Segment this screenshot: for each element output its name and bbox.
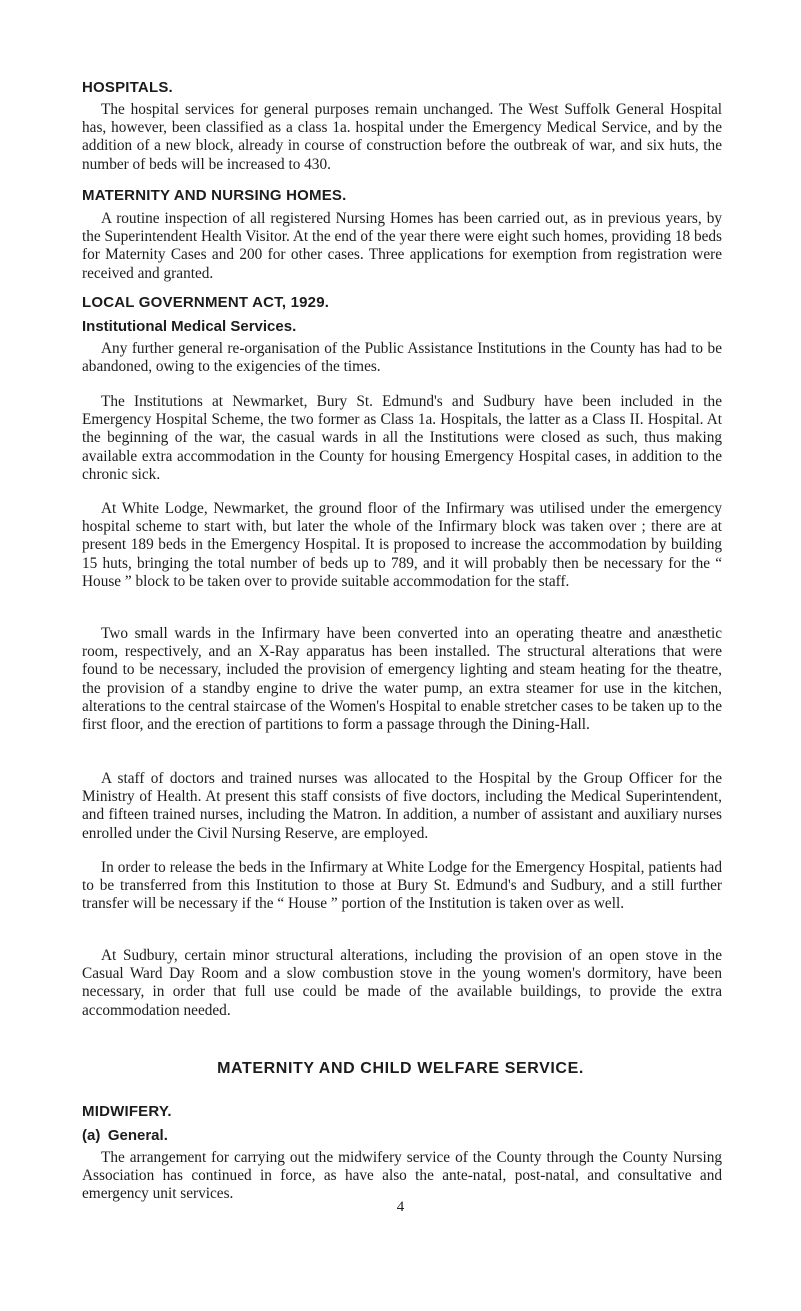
release-beds-paragraph: In order to release the beds in the Infirmary at White Lodge for the Emergency Hospital, patients had to be transferred from this Institution to those at Bury St. Edmund's and Sudbury, and a still further transfer will be necessary if the “ House ” portion of the Institution is taken over as well. [82, 859, 722, 913]
reorganisation-paragraph: Any further general re-organisation of the Public Assistance Institutions in the County has had to be abandoned, owing to the exigencies of the times. [82, 340, 722, 376]
maternity-nursing-homes-heading: MATERNITY AND NURSING HOMES. [82, 187, 347, 204]
institutional-medical-services-subheading: Institutional Medical Services. [82, 318, 297, 335]
midwifery-heading: MIDWIFERY. [82, 1103, 172, 1120]
hospitals-heading: HOSPITALS. [82, 79, 173, 96]
staff-paragraph: A staff of doctors and trained nurses was allocated to the Hospital by the Group Officer for the Ministry of Health. At present this staff consists of five doctors, including the Medical Superintendent, and fifteen trained nurses, including the Matron. In addition, a number of assistant and auxiliary nurses enrolled under the Civil Nursing Reserve, are employed. [82, 770, 722, 842]
page-number: 4 [396, 1199, 405, 1215]
institutions-paragraph: The Institutions at Newmarket, Bury St. Edmund's and Sudbury have been included in the Emergency Hospital Scheme, the two former as Class 1a. Hospitals, the latter as a Class II. Hospital. At the beginning of the war, the casual wards in all the Institutions were closed as such, thus making available extra accommodation in the County for housing Emergency Hospital cases, in addition to the chronic sick. [82, 393, 722, 483]
operating-theatre-paragraph: Two small wards in the Infirmary have been converted into an operating theatre and anæsthetic room, respectively, and an X-Ray apparatus has been installed. The structural alterations that were found to be necessary, included the provision of emergency lighting and steam heating for the theatre, the provision of a standby engine to drive the water pump, an extra steamer for use in the kitchen, alterations to the central staircase of the Women's Hospital to enable stretcher cases to be taken up to the first floor, and the erection of partitions to form a passage through the Dining-Hall. [82, 625, 722, 734]
sudbury-paragraph: At Sudbury, certain minor structural alterations, including the provision of an open stove in the Casual Ward Day Room and a slow combustion stove in the young women's dormitory, have been necessary, in order that full use could be made of the available buildings, to provide the extra accommodation needed. [82, 947, 722, 1019]
maternity-child-welfare-heading: MATERNITY AND CHILD WELFARE SERVICE. [217, 1060, 584, 1077]
hospitals-paragraph: The hospital services for general purposes remain unchanged. The West Suffolk General Hospital has, however, been classified as a class 1a. hospital under the Emergency Medical Service, and by the addition of a new block, already in course of construction before the outbreak of war, and six huts, the number of beds will be increased to 430. [82, 101, 722, 173]
midwifery-general-paragraph: The arrangement for carrying out the midwifery service of the County through the County Nursing Association has continued in force, as have also the ante-natal, post-natal, and consultative and emergency unit services. [82, 1149, 722, 1203]
white-lodge-paragraph: At White Lodge, Newmarket, the ground floor of the Infirmary was utilised under the emergency hospital scheme to start with, but later the whole of the Infirmary block was taken over ; there are at present 189 beds in the Emergency Hospital. It is proposed to increase the accommodation by building 15 huts, bringing the total number of beds up to 789, and it will probably then be necessary for the “ House ” block to be taken over to provide suitable accommodation for the staff. [82, 500, 722, 590]
local-government-act-heading: LOCAL GOVERNMENT ACT, 1929. [82, 294, 330, 311]
general-subheading: (a) General. [82, 1127, 168, 1144]
maternity-nursing-homes-paragraph: A routine inspection of all registered Nursing Homes has been carried out, as in previous years, by the Superintendent Health Visitor. At the end of the year there were eight such homes, providing 18 beds for Maternity Cases and 200 for other cases. Three applications for exemption from registration were received and granted. [82, 210, 722, 282]
